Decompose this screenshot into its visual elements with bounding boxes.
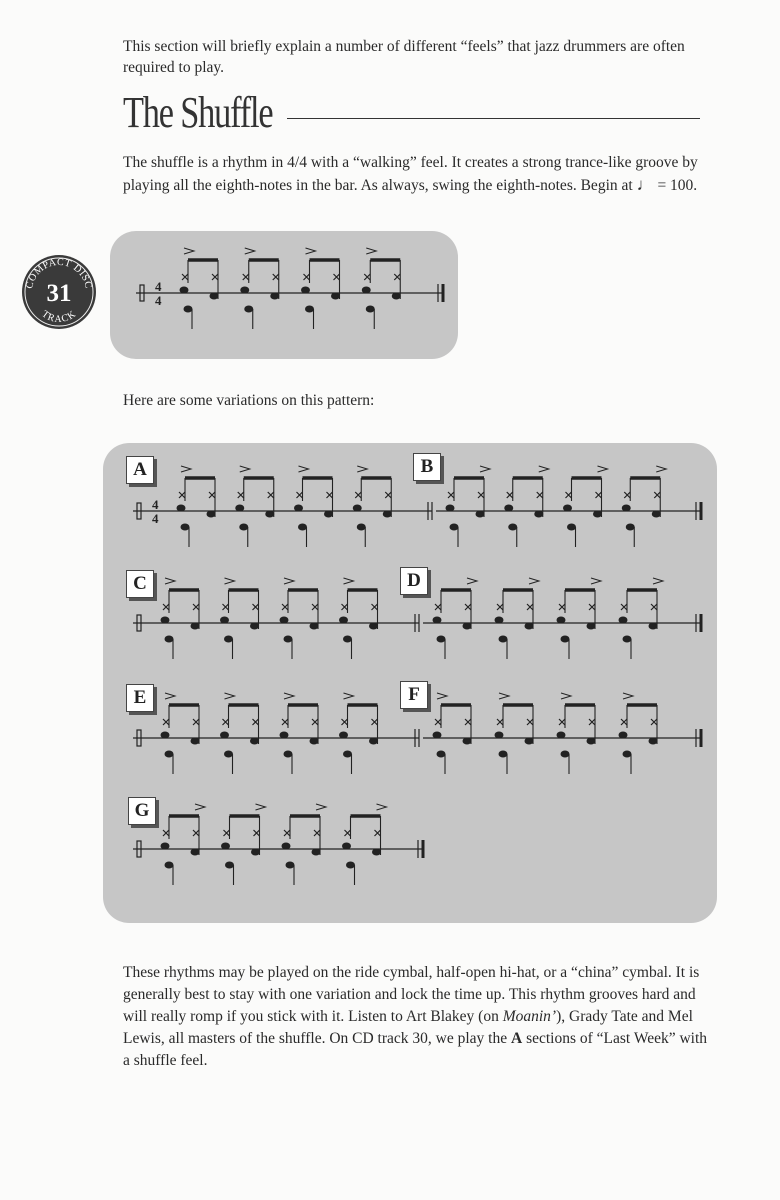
beat-group bbox=[180, 248, 219, 329]
bass-drum-notehead-icon bbox=[224, 636, 233, 643]
bass-drum-notehead-icon bbox=[298, 524, 307, 531]
time-signature-bottom: 4 bbox=[155, 293, 162, 308]
snare-notehead-icon bbox=[342, 843, 351, 850]
bass-drum-notehead-icon bbox=[567, 524, 576, 531]
cymbal-notehead-icon bbox=[342, 604, 348, 610]
beat-group bbox=[339, 578, 378, 659]
cd-track-badge bbox=[20, 253, 98, 331]
bass-drum-notehead-icon bbox=[181, 524, 190, 531]
accent-mark-icon bbox=[225, 693, 235, 699]
beat-group bbox=[433, 578, 478, 659]
accent-mark-icon bbox=[598, 466, 608, 472]
accent-mark-icon bbox=[344, 693, 354, 699]
accent-mark-icon bbox=[656, 466, 666, 472]
beat-group bbox=[240, 248, 279, 329]
snare-notehead-icon bbox=[294, 505, 303, 512]
snare-notehead-icon bbox=[587, 623, 596, 630]
accent-mark-icon bbox=[299, 466, 309, 472]
cymbal-notehead-icon bbox=[497, 604, 503, 610]
variation-letter-g: G bbox=[128, 797, 156, 825]
snare-notehead-icon bbox=[593, 511, 602, 518]
bass-drum-notehead-icon bbox=[623, 636, 632, 643]
accent-mark-icon bbox=[165, 693, 175, 699]
cymbal-notehead-icon bbox=[224, 830, 230, 836]
bass-drum-notehead-icon bbox=[437, 636, 446, 643]
snare-notehead-icon bbox=[280, 732, 289, 739]
cymbal-notehead-icon bbox=[497, 719, 503, 725]
beat-group bbox=[495, 693, 534, 774]
accent-mark-icon bbox=[561, 693, 571, 699]
beat-group bbox=[220, 693, 259, 774]
cymbal-notehead-icon bbox=[238, 492, 244, 498]
snare-notehead-icon bbox=[191, 623, 200, 630]
cymbal-notehead-icon bbox=[465, 604, 471, 610]
accent-mark-icon bbox=[480, 466, 490, 472]
cymbal-notehead-icon bbox=[342, 719, 348, 725]
cymbal-notehead-icon bbox=[651, 604, 657, 610]
variation-letter-e: E bbox=[126, 684, 154, 712]
snare-notehead-icon bbox=[339, 732, 348, 739]
cymbal-notehead-icon bbox=[268, 492, 274, 498]
beat-group bbox=[280, 693, 319, 774]
bass-drum-notehead-icon bbox=[499, 751, 508, 758]
beat-group bbox=[161, 693, 200, 774]
snare-notehead-icon bbox=[180, 287, 189, 294]
cymbal-notehead-icon bbox=[297, 492, 303, 498]
bass-drum-notehead-icon bbox=[561, 636, 570, 643]
staff-line bbox=[133, 840, 423, 858]
cymbal-notehead-icon bbox=[314, 830, 320, 836]
variation-letter-a: A bbox=[126, 456, 154, 484]
section-heading: The Shuffle bbox=[123, 88, 273, 137]
snare-notehead-icon bbox=[534, 511, 543, 518]
beat-group bbox=[557, 693, 596, 774]
cymbal-notehead-icon bbox=[465, 719, 471, 725]
closing-text-2: ), Grady Tate and Mel Lewis, all masters of the shuffle. On CD track 30, we play the bbox=[123, 1008, 693, 1047]
quarter-note-icon: ♩ bbox=[636, 175, 654, 194]
bass-drum-notehead-icon bbox=[450, 524, 459, 531]
snare-notehead-icon bbox=[235, 505, 244, 512]
cymbal-notehead-icon bbox=[304, 274, 310, 280]
snare-notehead-icon bbox=[619, 617, 628, 624]
cd-badge-bottom-text: TRACK bbox=[39, 308, 79, 326]
cymbal-notehead-icon bbox=[193, 719, 199, 725]
accent-mark-icon bbox=[591, 578, 601, 584]
beat-group bbox=[235, 466, 274, 547]
cymbal-notehead-icon bbox=[375, 830, 381, 836]
snare-notehead-icon bbox=[250, 623, 259, 630]
bass-drum-notehead-icon bbox=[286, 862, 295, 869]
bass-drum-notehead-icon bbox=[165, 751, 174, 758]
bass-drum-notehead-icon bbox=[184, 306, 193, 313]
bass-drum-notehead-icon bbox=[224, 751, 233, 758]
accent-mark-icon bbox=[195, 804, 205, 810]
cymbal-notehead-icon bbox=[372, 604, 378, 610]
accent-mark-icon bbox=[357, 466, 367, 472]
accent-mark-icon bbox=[225, 578, 235, 584]
bass-drum-notehead-icon bbox=[561, 751, 570, 758]
staff-line bbox=[133, 614, 419, 632]
bass-drum-notehead-icon bbox=[623, 751, 632, 758]
cymbal-notehead-icon bbox=[253, 604, 259, 610]
bass-drum-notehead-icon bbox=[239, 524, 248, 531]
bass-drum-notehead-icon bbox=[508, 524, 517, 531]
snare-notehead-icon bbox=[369, 738, 378, 745]
snare-notehead-icon bbox=[622, 505, 631, 512]
accent-mark-icon bbox=[529, 578, 539, 584]
snare-notehead-icon bbox=[339, 617, 348, 624]
beat-group bbox=[301, 248, 340, 329]
variation-letter-c: C bbox=[126, 570, 154, 598]
cymbal-notehead-icon bbox=[435, 604, 441, 610]
staff-line bbox=[133, 729, 419, 747]
shuffle-description-text: The shuffle is a rhythm in 4/4 with a “walking” feel. It creates a strong trance-like groove by playing all the eighth-notes in the bar. As always, swing the eighth-notes. Begin at bbox=[123, 154, 698, 194]
cymbal-notehead-icon bbox=[527, 604, 533, 610]
shuffle-staff bbox=[110, 231, 458, 359]
cymbal-notehead-icon bbox=[372, 719, 378, 725]
cymbal-notehead-icon bbox=[364, 274, 370, 280]
intro-paragraph: This section will briefly explain a number of different “feels” that jazz drummers are often required to play. bbox=[123, 38, 685, 76]
snare-notehead-icon bbox=[221, 843, 230, 850]
beat-group bbox=[282, 804, 327, 885]
cymbal-notehead-icon bbox=[448, 492, 454, 498]
bass-drum-notehead-icon bbox=[366, 306, 375, 313]
cymbal-notehead-icon bbox=[182, 274, 188, 280]
snare-notehead-icon bbox=[191, 849, 200, 856]
bass-drum-notehead-icon bbox=[284, 751, 293, 758]
snare-notehead-icon bbox=[220, 732, 229, 739]
snare-notehead-icon bbox=[240, 287, 249, 294]
snare-notehead-icon bbox=[557, 732, 566, 739]
snare-notehead-icon bbox=[372, 849, 381, 856]
beat-group bbox=[221, 804, 266, 885]
accent-mark-icon bbox=[284, 693, 294, 699]
snare-notehead-icon bbox=[525, 623, 534, 630]
cymbal-notehead-icon bbox=[566, 492, 572, 498]
variation-letter-b: B bbox=[413, 453, 441, 481]
accent-mark-icon bbox=[344, 578, 354, 584]
beat-group bbox=[353, 466, 392, 547]
bass-drum-notehead-icon bbox=[284, 636, 293, 643]
bass-drum-notehead-icon bbox=[165, 636, 174, 643]
section-letter: A bbox=[510, 1030, 523, 1047]
snare-notehead-icon bbox=[220, 617, 229, 624]
variation-letter-f: F bbox=[400, 681, 428, 709]
beat-group bbox=[339, 693, 378, 774]
cymbal-notehead-icon bbox=[284, 830, 290, 836]
snare-notehead-icon bbox=[463, 738, 472, 745]
cymbal-notehead-icon bbox=[435, 719, 441, 725]
cymbal-notehead-icon bbox=[179, 492, 185, 498]
snare-notehead-icon bbox=[563, 505, 572, 512]
cymbal-notehead-icon bbox=[254, 830, 260, 836]
snare-notehead-icon bbox=[504, 505, 513, 512]
variations-label: Here are some variations on this pattern: bbox=[123, 392, 375, 409]
cymbal-notehead-icon bbox=[559, 719, 565, 725]
accent-mark-icon bbox=[499, 693, 509, 699]
cymbal-notehead-icon bbox=[621, 719, 627, 725]
time-signature-top: 4 bbox=[155, 279, 162, 294]
beat-group bbox=[433, 693, 472, 774]
cymbal-notehead-icon bbox=[163, 830, 169, 836]
beat-group bbox=[362, 248, 401, 329]
cymbal-notehead-icon bbox=[394, 274, 400, 280]
snare-notehead-icon bbox=[280, 617, 289, 624]
beat-group bbox=[446, 466, 491, 547]
shuffle-description bbox=[123, 152, 715, 197]
snare-notehead-icon bbox=[557, 617, 566, 624]
accent-mark-icon bbox=[181, 466, 191, 472]
beat-group bbox=[619, 578, 664, 659]
cymbal-notehead-icon bbox=[334, 274, 340, 280]
cymbal-notehead-icon bbox=[223, 719, 229, 725]
accent-mark-icon bbox=[467, 578, 477, 584]
bass-drum-notehead-icon bbox=[499, 636, 508, 643]
accent-mark-icon bbox=[240, 466, 250, 472]
accent-mark-icon bbox=[165, 578, 175, 584]
accent-mark-icon bbox=[366, 248, 376, 254]
cymbal-notehead-icon bbox=[589, 719, 595, 725]
cymbal-notehead-icon bbox=[527, 719, 533, 725]
snare-notehead-icon bbox=[369, 623, 378, 630]
beat-group bbox=[619, 693, 658, 774]
cymbal-notehead-icon bbox=[589, 604, 595, 610]
snare-notehead-icon bbox=[282, 843, 291, 850]
cymbal-notehead-icon bbox=[624, 492, 630, 498]
snare-notehead-icon bbox=[270, 293, 279, 300]
snare-notehead-icon bbox=[310, 738, 319, 745]
cymbal-notehead-icon bbox=[621, 604, 627, 610]
bass-drum-notehead-icon bbox=[165, 862, 174, 869]
accent-mark-icon bbox=[377, 804, 387, 810]
bass-drum-notehead-icon bbox=[357, 524, 366, 531]
accent-mark-icon bbox=[256, 804, 266, 810]
snare-notehead-icon bbox=[161, 617, 170, 624]
cymbal-notehead-icon bbox=[651, 719, 657, 725]
bass-drum-notehead-icon bbox=[626, 524, 635, 531]
cd-track-number: 31 bbox=[46, 280, 72, 307]
snare-notehead-icon bbox=[210, 293, 219, 300]
cymbal-notehead-icon bbox=[253, 719, 259, 725]
snare-notehead-icon bbox=[177, 505, 186, 512]
cymbal-notehead-icon bbox=[193, 604, 199, 610]
snare-notehead-icon bbox=[161, 843, 170, 850]
variation-letter-d: D bbox=[400, 567, 428, 595]
bass-drum-notehead-icon bbox=[225, 862, 234, 869]
closing-text-1: These rhythms may be played on the ride cymbal, half-open hi-hat, or a “china” cymbal. It is generally best to stay with one variation and lock the time up. This rhythm grooves hard and will really romp if you stick with it. Listen to Art Blakey (on bbox=[123, 964, 700, 1025]
cd-badge-top-text: COMPACT DISC bbox=[24, 256, 94, 290]
cymbal-notehead-icon bbox=[212, 274, 218, 280]
snare-notehead-icon bbox=[310, 623, 319, 630]
cymbal-notehead-icon bbox=[312, 604, 318, 610]
snare-notehead-icon bbox=[392, 293, 401, 300]
beat-group bbox=[504, 466, 549, 547]
snare-notehead-icon bbox=[495, 617, 504, 624]
beat-group bbox=[161, 804, 206, 885]
cymbal-notehead-icon bbox=[385, 492, 391, 498]
snare-notehead-icon bbox=[207, 511, 216, 518]
accent-mark-icon bbox=[284, 578, 294, 584]
snare-notehead-icon bbox=[251, 849, 260, 856]
accent-mark-icon bbox=[316, 804, 326, 810]
snare-notehead-icon bbox=[250, 738, 259, 745]
snare-notehead-icon bbox=[362, 287, 371, 294]
beat-group bbox=[294, 466, 333, 547]
snare-notehead-icon bbox=[191, 738, 200, 745]
heading-rule bbox=[287, 118, 700, 119]
beat-group bbox=[220, 578, 259, 659]
snare-notehead-icon bbox=[301, 287, 310, 294]
bass-drum-notehead-icon bbox=[305, 306, 314, 313]
snare-notehead-icon bbox=[495, 732, 504, 739]
closing-paragraph bbox=[123, 962, 717, 1072]
time-signature-top: 4 bbox=[152, 497, 159, 512]
time-signature-bottom: 4 bbox=[152, 511, 159, 526]
accent-mark-icon bbox=[184, 248, 194, 254]
snare-notehead-icon bbox=[353, 505, 362, 512]
cymbal-notehead-icon bbox=[654, 492, 660, 498]
bass-drum-notehead-icon bbox=[343, 751, 352, 758]
cymbal-notehead-icon bbox=[537, 492, 543, 498]
bass-drum-notehead-icon bbox=[244, 306, 253, 313]
snare-notehead-icon bbox=[265, 511, 274, 518]
cymbal-notehead-icon bbox=[282, 604, 288, 610]
cymbal-notehead-icon bbox=[209, 492, 215, 498]
album-title: Moanin’ bbox=[502, 1008, 557, 1025]
snare-notehead-icon bbox=[433, 617, 442, 624]
bass-drum-notehead-icon bbox=[343, 636, 352, 643]
beat-group bbox=[280, 578, 319, 659]
snare-notehead-icon bbox=[476, 511, 485, 518]
accent-mark-icon bbox=[653, 578, 663, 584]
cymbal-notehead-icon bbox=[163, 719, 169, 725]
cymbal-notehead-icon bbox=[559, 604, 565, 610]
cymbal-notehead-icon bbox=[596, 492, 602, 498]
cymbal-notehead-icon bbox=[282, 719, 288, 725]
snare-notehead-icon bbox=[525, 738, 534, 745]
cymbal-notehead-icon bbox=[327, 492, 333, 498]
tempo-value: = 100. bbox=[653, 177, 698, 194]
accent-mark-icon bbox=[306, 248, 316, 254]
cymbal-notehead-icon bbox=[507, 492, 513, 498]
snare-notehead-icon bbox=[161, 732, 170, 739]
snare-notehead-icon bbox=[433, 732, 442, 739]
beat-group bbox=[563, 466, 608, 547]
snare-notehead-icon bbox=[312, 849, 321, 856]
snare-notehead-icon bbox=[463, 623, 472, 630]
cymbal-notehead-icon bbox=[478, 492, 484, 498]
cymbal-notehead-icon bbox=[355, 492, 361, 498]
snare-notehead-icon bbox=[649, 738, 658, 745]
accent-mark-icon bbox=[437, 693, 447, 699]
snare-notehead-icon bbox=[446, 505, 455, 512]
snare-notehead-icon bbox=[587, 738, 596, 745]
cymbal-notehead-icon bbox=[243, 274, 249, 280]
snare-notehead-icon bbox=[649, 623, 658, 630]
cymbal-notehead-icon bbox=[345, 830, 351, 836]
beat-group bbox=[557, 578, 602, 659]
accent-mark-icon bbox=[623, 693, 633, 699]
snare-notehead-icon bbox=[652, 511, 661, 518]
cymbal-notehead-icon bbox=[163, 604, 169, 610]
beat-group bbox=[161, 578, 200, 659]
beat-group bbox=[622, 466, 667, 547]
accent-mark-icon bbox=[539, 466, 549, 472]
snare-notehead-icon bbox=[324, 511, 333, 518]
beat-group bbox=[495, 578, 540, 659]
snare-notehead-icon bbox=[331, 293, 340, 300]
beat-group bbox=[342, 804, 387, 885]
cymbal-notehead-icon bbox=[223, 604, 229, 610]
cymbal-notehead-icon bbox=[273, 274, 279, 280]
cymbal-notehead-icon bbox=[312, 719, 318, 725]
closing-text-3: sections of “Last Week” with a shuffle feel. bbox=[123, 1030, 708, 1069]
beat-group bbox=[177, 466, 216, 547]
bass-drum-notehead-icon bbox=[437, 751, 446, 758]
accent-mark-icon bbox=[245, 248, 255, 254]
cymbal-notehead-icon bbox=[193, 830, 199, 836]
snare-notehead-icon bbox=[383, 511, 392, 518]
snare-notehead-icon bbox=[619, 732, 628, 739]
bass-drum-notehead-icon bbox=[346, 862, 355, 869]
